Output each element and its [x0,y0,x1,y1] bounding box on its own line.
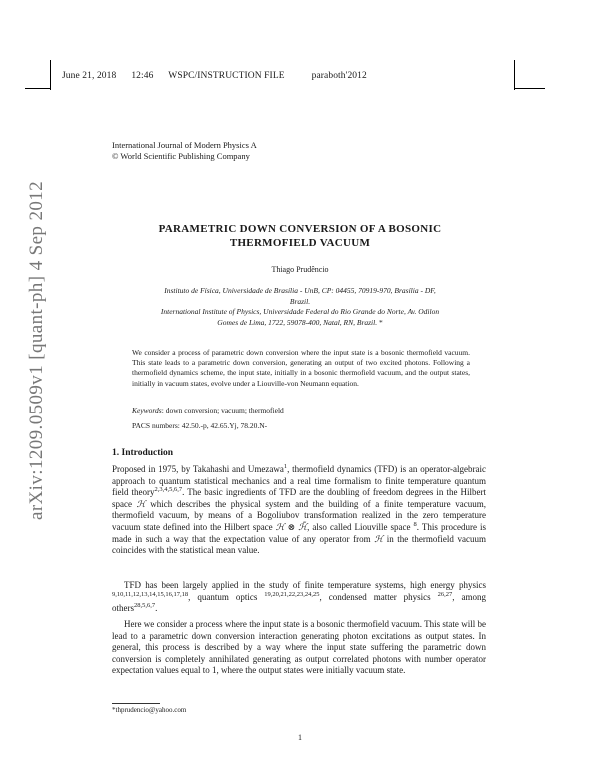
affiliation-1 [110,286,490,307]
hilbert-space-symbol: ℋ [136,498,146,509]
p1-text-g: in the thermofield vacuum coincides with the statistical mean value. [112,533,486,556]
paragraph-1 [112,464,486,557]
citation-9-18: 9,10,11,12,13,14,15,16,17,18 [112,590,189,598]
abstract: We consider a process of parametric down conversion where the input state is a bosonic thermofield vacuum. This state leads to a parametric down conversion, generating an output of two excited photons. Following a thermofield dynamics scheme, the input state, initially in a bosonic thermofield vacuum, and the output states, initially in vacuum states, evolve under a Liouville-von Neumann equation. [132,348,470,388]
section-heading: 1. Introduction [112,448,174,458]
citation-1: 1 [283,463,288,470]
citation-2-7: 2,3,4,5,6,7 [154,486,183,494]
footnote: *thprudencio@yahoo.com [112,706,187,714]
journal-publisher: © World Scientific Publishing Company [112,151,250,161]
citation-28: 28,5,6,7 [134,602,156,610]
p1-text-f: . This procedure is made in such a way that the expectation value of any operator from [112,521,486,544]
crop-mark-top-right-horizontal [515,88,545,89]
affiliation-1-line-2: Brazil. [289,296,311,306]
p2-text-d: , among others [112,591,486,614]
hilbert-space-symbol-2: ℋ [374,533,384,544]
p1-text-d: which describes the physical system and the building of a finite temperature vacuum, thermofield vacuum, by means of a Bogoliubov transformation realized in the zero temperature vacuum state defined into the Hilbert space [112,498,486,532]
keywords [132,406,470,415]
crop-mark-top-left-vertical [50,60,51,90]
p1-text-e: , also called Liouville space [307,521,414,532]
header-filename: paraboth'2012 [311,71,367,81]
paragraph-2 [112,580,486,615]
p2-text-a: TFD has been largely applied in the study of finite temperature systems, high energy physics [124,580,486,590]
journal-info [112,140,257,162]
arxiv-identifier: arXiv:1209.0509v1 [quant-ph] 4 Sep 2012 [26,180,47,520]
title-line-2: THERMOFIELD VACUUM [229,237,371,249]
pacs-numbers: PACS numbers: 42.50.-p, 42.65.Yj, 78.20.N- [132,421,268,430]
p2-text-b: , quantum optics [188,591,265,602]
citation-26-27: 26,27 [437,590,453,598]
p2-text-e: . [155,603,158,614]
author-name: Thiago Prudêncio [271,265,329,274]
p2-text-c: , condensed matter physics [319,591,438,602]
liouville-space-symbol: ℋ ⊗ ℋ̃ [275,521,308,532]
crop-mark-top-right-vertical [514,60,515,90]
header-date: June 21, 2018 [62,71,117,81]
p1-text-c: . The basic ingredients of TFD are the doubling of freedom degrees in the Hilbert space [112,487,486,509]
page-number: 1 [298,733,302,742]
paragraph-3 [112,619,486,677]
p3-text: Here we consider a process where the input state is a bosonic thermofield vacuum. This state will be lead to a parametric down conversion interaction generating photon excitations as output states. In general, this process is described by a way where the input state suffering the parametric down conversion is completely annihilated generating as output correlated photons with number operator expectation values equal to 1, where the output states were initially vacuum state. [112,619,486,676]
keywords-text: : down conversion; vacuum; thermofield [161,406,284,415]
p1-text-a: Proposed in 1975, by Takahashi and Umezawa [112,464,284,474]
affiliation-2 [110,307,490,328]
running-header [62,71,367,81]
keywords-label: Keywords [132,406,162,415]
paper-title [60,222,540,250]
p1-text-b: , thermofield dynamics (TFD) is an operator-algebraic approach to quantum statistical mechanics and a real time formalism to finite temperature quantum field theory [112,464,487,498]
header-file-type: WSPC/INSTRUCTION FILE [168,71,285,81]
affiliation-footnote-mark: * [378,317,383,327]
title-line-1: PARAMETRIC DOWN CONVERSION OF A BOSONIC [158,223,442,235]
affiliation-2-line-1: International Institute of Physics, Universidade Federal do Rio Grande do Norte, Av. Odilon [160,307,440,316]
affiliation-2-line-2: Gomes de Lima, 1722, 59078-400, Natal, RN, Brazil. [217,317,378,327]
affiliation-1-line-1: Instituto de Física, Universidade de Brasília - UnB, CP: 04455, 70919-970, Brasília - DF, [164,286,436,295]
footnote-rule [112,703,160,704]
journal-name: International Journal of Modern Physics A [112,140,257,150]
header-time: 12:46 [131,71,154,81]
citation-8: 8 [413,520,417,528]
citation-19-25: 19,20,21,22,23,24,25 [264,590,320,598]
crop-mark-top-left-horizontal [25,88,50,89]
